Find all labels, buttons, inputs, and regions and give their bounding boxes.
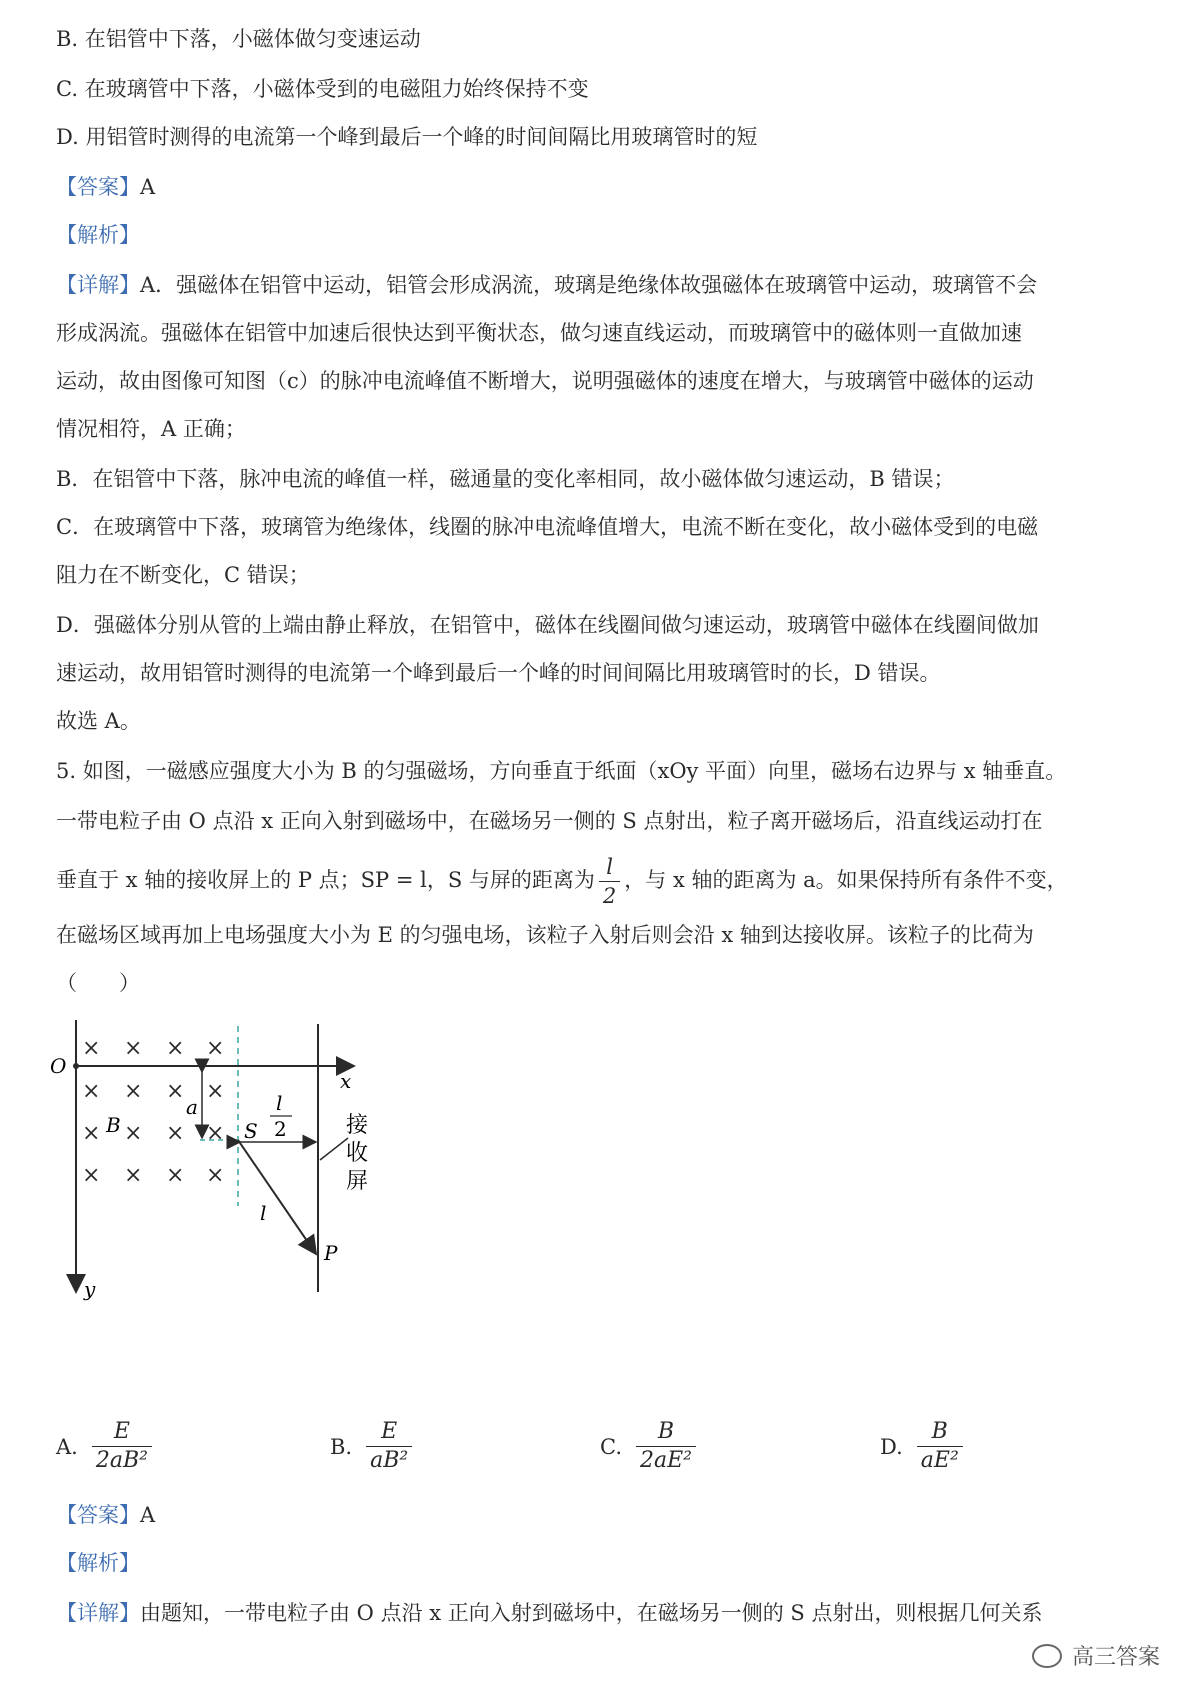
cross-15: ×: [166, 1163, 185, 1188]
answer-tag: 【答案】: [56, 1503, 140, 1527]
option-c[interactable]: [600, 1418, 700, 1475]
detail-text: A．强磁体在铝管中运动，铝管会形成涡流，玻璃是绝缘体故强磁体在玻璃管中运动，玻璃管不会: [140, 273, 1038, 297]
answer-1: [56, 172, 155, 202]
label-half-num: l: [276, 1091, 283, 1115]
answer-2: [56, 1500, 155, 1530]
label-o: O: [50, 1054, 67, 1078]
option-denominator: 2aE²: [640, 1448, 692, 1473]
option-denominator: aB²: [370, 1448, 409, 1473]
option-denominator: aE²: [920, 1448, 959, 1473]
option-numerator: E: [366, 1418, 412, 1447]
option-numerator: B: [636, 1418, 696, 1447]
cross-5: ×: [82, 1079, 101, 1104]
line-option-c: C. 在玻璃管中下落，小磁体受到的电磁阻力始终保持不变: [56, 77, 589, 101]
cross-16: ×: [206, 1163, 225, 1188]
question-5-line-3: [56, 850, 1068, 910]
option-d[interactable]: [880, 1418, 967, 1475]
line-option-b: B. 在铝管中下落，小磁体做匀变速运动: [56, 27, 421, 51]
cross-11: ×: [166, 1121, 185, 1146]
detail-tag: 【详解】: [56, 273, 140, 297]
fraction-l-over-2: [599, 853, 620, 910]
option-numerator: B: [917, 1418, 963, 1447]
option-label: A.: [56, 1434, 78, 1459]
label-y: y: [84, 1277, 96, 1301]
detail-1-line-2: 形成涡流。强磁体在铝管中加速后很快达到平衡状态，做匀速直线运动，而玻璃管中的磁体则一直做加速: [56, 321, 1022, 345]
option-b[interactable]: [330, 1418, 416, 1475]
wechat-icon: [1032, 1644, 1062, 1668]
label-half-den: 2: [274, 1117, 287, 1141]
screen-label-3: 屏: [346, 1169, 369, 1194]
cross-4: ×: [206, 1036, 225, 1061]
analysis-2: 【解析】: [56, 1551, 140, 1575]
question-text-pre: 垂直于 x 轴的接收屏上的 P 点；SP = l，S 与屏的距离为: [56, 868, 595, 892]
question-5-line-5: （ ）: [56, 971, 140, 995]
watermark-logo: [1032, 1640, 1160, 1671]
screen-label-1: 接: [346, 1113, 369, 1138]
cross-6: ×: [124, 1079, 143, 1104]
detail-1-line-3: 运动，故由图像可知图（c）的脉冲电流峰值不断增大，说明强磁体的速度在增大，与玻璃管中磁体的运动: [56, 369, 1034, 393]
option-fraction: [92, 1418, 152, 1475]
detail-1-line-9: 速运动，故用铝管时测得的电流第一个峰到最后一个峰的时间间隔比用玻璃管时的长，D 错误。: [56, 661, 941, 685]
answer-value: A: [140, 1503, 156, 1527]
detail-tag: 【详解】: [56, 1601, 140, 1625]
trajectory-sp: [238, 1140, 316, 1254]
detail-1-line-5: B．在铝管中下落，脉冲电流的峰值一样，磁通量的变化率相同，故小磁体做匀速运动，B 错误；: [56, 467, 955, 491]
label-x: x: [340, 1069, 352, 1093]
detail-text: 由题知，一带电粒子由 O 点沿 x 正向入射到磁场中，在磁场另一侧的 S 点射出，则根据几何关系: [140, 1601, 1043, 1625]
screen-label-leader: [320, 1138, 348, 1160]
fraction-numerator: l: [599, 853, 620, 882]
screen-label-2: 收: [346, 1141, 369, 1166]
magnetic-field-diagram: [40, 1010, 460, 1310]
field-crosses: [82, 1036, 224, 1188]
cross-14: ×: [124, 1163, 143, 1188]
option-numerator: E: [92, 1418, 152, 1447]
cross-2: ×: [124, 1036, 143, 1061]
label-s: S: [244, 1119, 258, 1143]
option-fraction: [636, 1418, 696, 1475]
option-label: B.: [330, 1434, 353, 1459]
question-5-line-1: 5. 如图，一磁感应强度大小为 B 的匀强磁场，方向垂直于纸面（xOy 平面）向里，磁场右边界与 x 轴垂直。: [56, 759, 1067, 783]
label-l: l: [260, 1201, 267, 1225]
line-option-d: D. 用铝管时测得的电流第一个峰到最后一个峰的时间间隔比用玻璃管时的短: [56, 125, 758, 149]
option-label: D.: [880, 1434, 903, 1459]
cross-1: ×: [82, 1036, 101, 1061]
cross-9: ×: [82, 1121, 101, 1146]
label-a: a: [186, 1095, 198, 1119]
question-5-line-4: 在磁场区域再加上电场强度大小为 E 的匀强电场，该粒子入射后则会沿 x 轴到达接收屏。该粒子的比荷为: [56, 923, 1034, 947]
option-fraction: [366, 1418, 412, 1475]
cross-10: ×: [124, 1121, 143, 1146]
detail-1-line-4: 情况相符，A 正确；: [56, 417, 246, 441]
detail-1-line-8: D．强磁体分别从管的上端由静止释放，在铝管中，磁体在线圈间做匀速运动，玻璃管中磁体在线圈间做加: [56, 613, 1039, 637]
detail-1-line-1: [56, 270, 1037, 300]
detail-1-line-10: 故选 A。: [56, 709, 141, 733]
origin-dot: [73, 1063, 79, 1069]
question-5-line-2: 一带电粒子由 O 点沿 x 正向入射到磁场中，在磁场另一侧的 S 点射出，粒子离开磁场后，沿直线运动打在: [56, 809, 1043, 833]
watermark-text: 高三答案: [1071, 1645, 1160, 1670]
answer-tag: 【答案】: [56, 175, 140, 199]
answer-value: A: [140, 175, 156, 199]
fraction-denominator: 2: [602, 884, 617, 908]
detail-2-line-1: [56, 1598, 1043, 1628]
cross-13: ×: [82, 1163, 101, 1188]
option-label: C.: [600, 1434, 622, 1459]
question-text-post: ，与 x 轴的距离为 a。如果保持所有条件不变，: [624, 868, 1068, 892]
option-fraction: [917, 1418, 963, 1475]
cross-12: ×: [206, 1121, 225, 1146]
cross-3: ×: [166, 1036, 185, 1061]
detail-1-line-7: 阻力在不断变化，C 错误；: [56, 563, 310, 587]
cross-8: ×: [206, 1079, 225, 1104]
option-a[interactable]: [56, 1418, 156, 1475]
option-denominator: 2aB²: [95, 1448, 148, 1473]
label-b: B: [106, 1113, 121, 1137]
detail-1-line-6: C．在玻璃管中下落，玻璃管为绝缘体，线圈的脉冲电流峰值增大，电流不断在变化，故小磁体受到的电磁: [56, 515, 1039, 539]
label-p: P: [324, 1241, 338, 1265]
cross-7: ×: [166, 1079, 185, 1104]
analysis-1: 【解析】: [56, 223, 140, 247]
